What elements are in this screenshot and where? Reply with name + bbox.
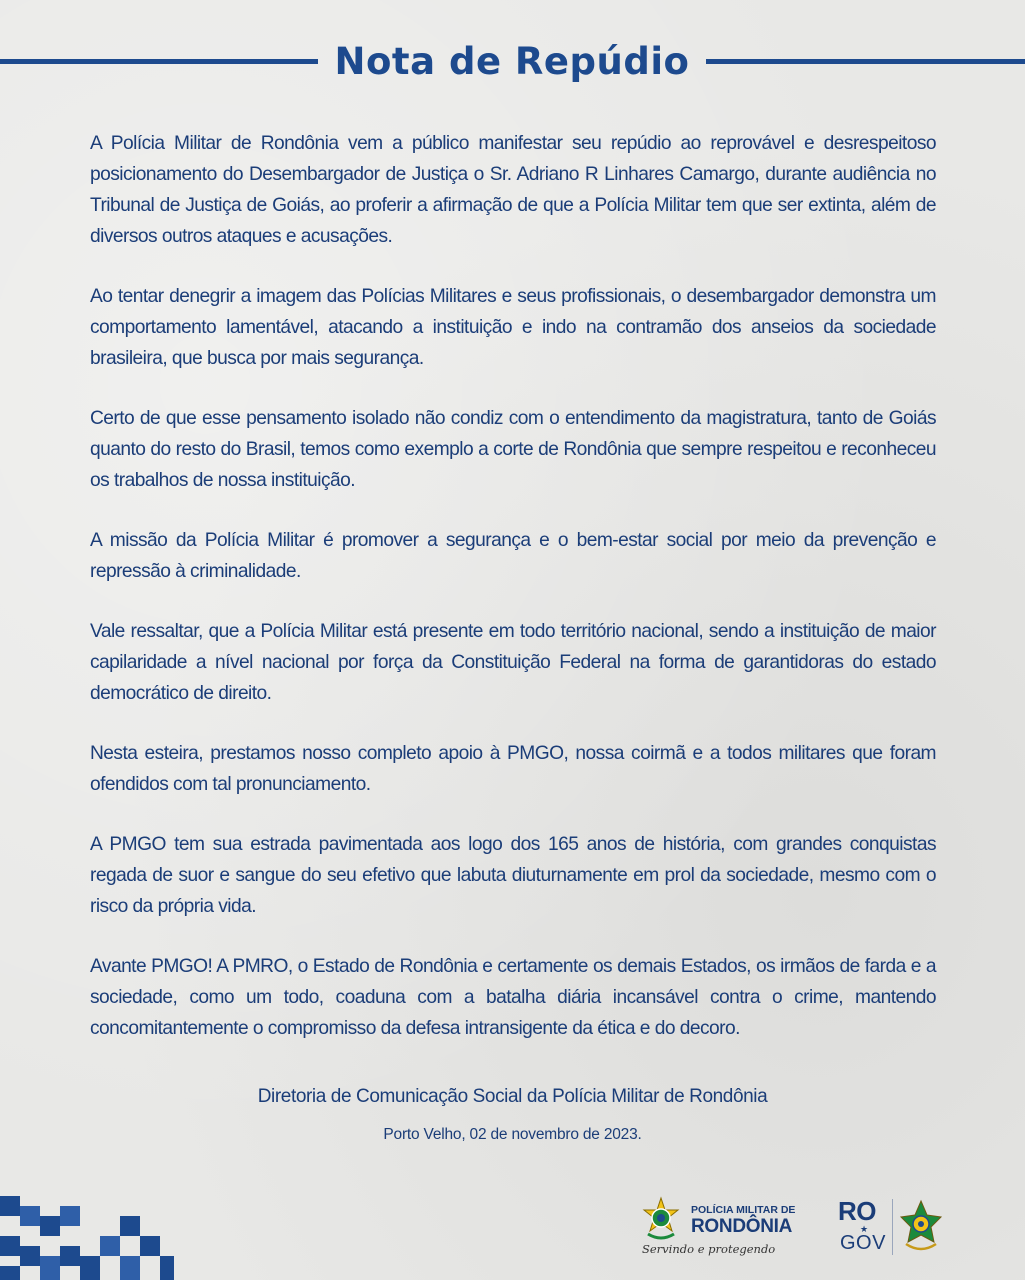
title-rule-right (706, 59, 1025, 64)
paragraph-7: A PMGO tem sua estrada pavimentada aos logo dos 165 anos de história, com grandes conquistas regada de suor e sangue do seu efetivo que labuta diuturnamente em prol da sociedade, mesmo com o risco da própria vida. (90, 834, 936, 917)
ro-logo-text: RO (838, 1196, 876, 1226)
title-rule-left (0, 59, 318, 64)
rondonia-coat-of-arms-icon (898, 1198, 944, 1254)
paragraph-3: Certo de que esse pensamento isolado não condiz com o entendimento da magistratura, tanto de Goiás quanto do resto do Brasil, temos como exemplo a corte de Rondônia que sempre respeitou e reconheceu os trabalhos de nossa instituição. (90, 408, 936, 491)
logo-separator (892, 1199, 893, 1255)
page-title: Nota de Repúdio (334, 40, 690, 83)
star-icon: ★ (860, 1224, 869, 1234)
pm-logo-motto: Servindo e protegendo (642, 1242, 776, 1256)
paragraph-1: A Polícia Militar de Rondônia vem a público manifestar seu repúdio ao reprovável e desrespeitoso posicionamento do Desembargador de Justiça o Sr. Adriano R Linhares Camargo, durante audiência no Tribunal de Justiça de Goiás, ao proferir a afirmação de que a Polícia Militar tem que ser extinta, além de diversos outros ataques e acusações. (90, 133, 936, 247)
pm-logo-line1: POLÍCIA MILITAR DE (691, 1204, 796, 1216)
checkered-pattern (0, 1190, 180, 1280)
paragraph-6: Nesta esteira, prestamos nosso completo apoio à PMGO, nossa coirmã e a todos militares que foram ofendidos com tal pronunciamento. (90, 743, 936, 795)
pm-coat-of-arms-icon (638, 1196, 684, 1242)
pm-logo-line2: RONDÔNIA (691, 1216, 793, 1237)
paragraph-5: Vale ressaltar, que a Polícia Militar está presente em todo território nacional, sendo a instituição de maior capilaridade a nível nacional por força da Constituição Federal na forma de garantidoras do estado democrático de direito. (90, 621, 936, 704)
gov-logo-text: GOV (840, 1232, 886, 1254)
signature-department: Diretoria de Comunicação Social da Polícia Militar de Rondônia (257, 1086, 768, 1107)
signature-place-date: Porto Velho, 02 de novembro de 2023. (383, 1126, 642, 1143)
ro-gov-logo (836, 1196, 946, 1262)
paragraph-4: A missão da Polícia Militar é promover a segurança e o bem-estar social por meio da prevenção e repressão à criminalidade. (90, 530, 936, 582)
title-row (0, 34, 1025, 90)
paragraph-8: Avante PMGO! A PMRO, o Estado de Rondônia e certamente os demais Estados, os irmãos de farda e a sociedade, como um todo, coaduna com a batalha diária incansável contra o crime, mantendo concomitantemente o compromisso da defesa intransigente da ética e do decoro. (90, 956, 936, 1039)
pm-rondonia-logo (638, 1196, 798, 1262)
paragraph-2: Ao tentar denegrir a imagem das Polícias Militares e seus profissionais, o desembargador demonstra um comportamento lamentável, atacando a instituição e indo na contramão dos anseios da sociedade brasileira, que busca por mais segurança. (90, 286, 936, 369)
note-body (90, 128, 936, 1073)
